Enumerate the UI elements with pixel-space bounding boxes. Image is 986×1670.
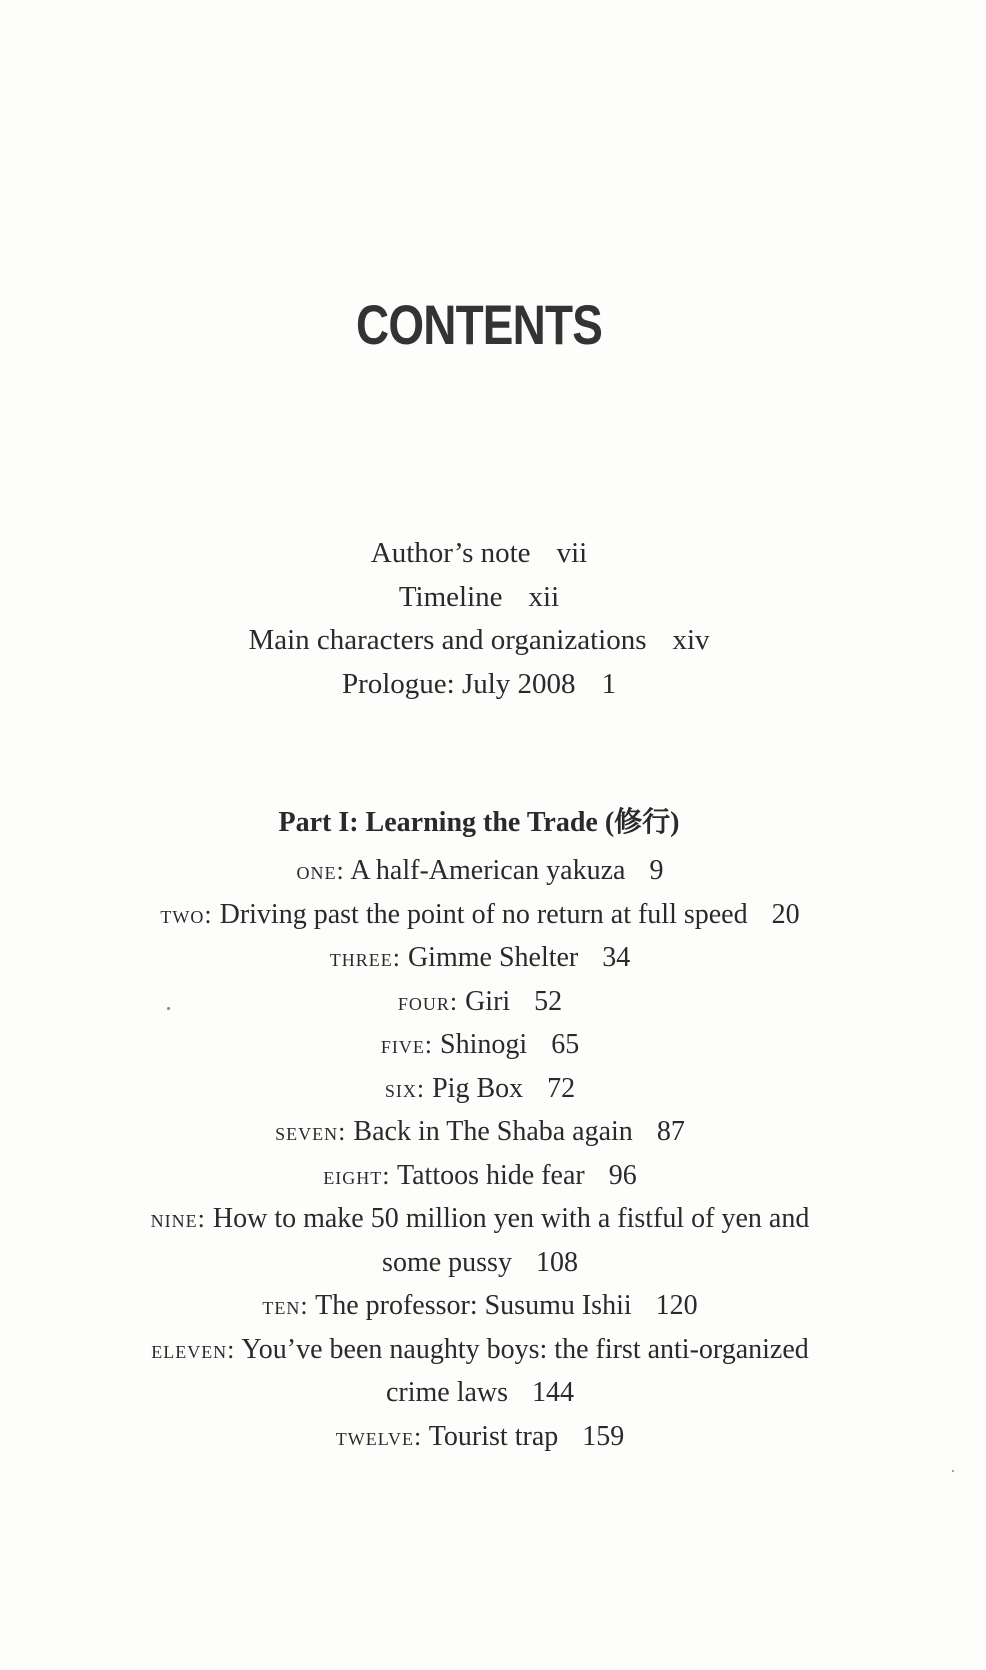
chapter-item[interactable]: [100, 1415, 860, 1459]
front-matter-item[interactable]: [0, 532, 958, 576]
chapter-item[interactable]: [100, 1023, 860, 1067]
chapter-item[interactable]: [100, 1067, 860, 1111]
front-matter-item[interactable]: [0, 619, 958, 663]
chapter-number: eleven:: [151, 1334, 236, 1364]
chapter-title: Back in The Shaba again: [353, 1116, 633, 1147]
chapter-title: Shinogi: [440, 1029, 528, 1060]
chapter-page: 159: [582, 1420, 625, 1452]
front-matter-page: 1: [601, 667, 617, 700]
front-matter-item[interactable]: [0, 663, 958, 707]
chapter-number: one:: [296, 856, 345, 885]
front-matter-page: vii: [556, 537, 588, 569]
chapter-number: twelve:: [335, 1421, 423, 1451]
chapter-item[interactable]: [100, 1284, 860, 1328]
chapter-number: eight:: [323, 1160, 391, 1190]
chapter-title: Pig Box: [432, 1072, 524, 1104]
chapter-number: two:: [160, 899, 213, 929]
chapter-item-continued[interactable]: [100, 1371, 860, 1415]
chapter-page: 120: [655, 1290, 698, 1321]
chapter-number: three:: [329, 943, 401, 972]
front-matter-page: xiv: [672, 624, 710, 656]
chapter-page: 9: [649, 855, 664, 886]
chapter-number: six:: [384, 1073, 426, 1103]
chapter-number: nine:: [150, 1204, 206, 1233]
chapter-number: seven:: [275, 1117, 347, 1146]
chapter-title: How to make 50 million yen with a fistful of yen and: [212, 1203, 810, 1234]
chapter-title: Tourist trap: [428, 1420, 559, 1452]
chapter-title: Giri: [465, 985, 511, 1017]
chapter-item[interactable]: [100, 849, 860, 893]
chapter-list: [100, 849, 860, 1458]
scan-speck: [952, 1470, 954, 1472]
chapter-page: 52: [534, 985, 563, 1017]
chapter-item[interactable]: [100, 1110, 860, 1154]
chapter-number: ten:: [262, 1291, 309, 1320]
scan-speck: [167, 1007, 170, 1010]
chapter-number: four:: [397, 986, 459, 1016]
chapter-title-continued: some pussy: [382, 1246, 512, 1278]
chapter-page: 65: [551, 1029, 580, 1060]
chapter-title: A half-American yakuza: [350, 855, 626, 886]
front-matter-list: [0, 532, 958, 706]
chapter-item-continued[interactable]: [100, 1241, 860, 1285]
front-matter-label: Author’s note: [370, 537, 531, 569]
front-matter-label: Main characters and organizations: [248, 624, 647, 656]
chapter-page: 96: [608, 1159, 637, 1191]
chapter-item[interactable]: [100, 1328, 860, 1372]
chapter-page: 144: [532, 1377, 575, 1408]
chapter-title: You’ve been naughty boys: the first anti-organized: [241, 1333, 809, 1365]
chapter-item[interactable]: [100, 980, 860, 1024]
chapter-page: 108: [535, 1246, 578, 1278]
chapter-item[interactable]: [100, 893, 860, 937]
front-matter-page: xii: [528, 580, 560, 613]
front-matter-label: Timeline: [398, 580, 503, 613]
front-matter-label: Prologue: July 2008: [341, 667, 576, 700]
chapter-page: 72: [547, 1072, 576, 1104]
chapter-page: 20: [771, 898, 800, 930]
chapter-item[interactable]: [100, 1154, 860, 1198]
chapter-number: five:: [380, 1030, 434, 1059]
chapter-page: 34: [602, 942, 631, 973]
part-heading: Part I: Learning the Trade (修行): [278, 807, 680, 838]
chapter-item[interactable]: [100, 1197, 860, 1241]
front-matter-item[interactable]: [0, 576, 958, 620]
chapter-title: Tattoos hide fear: [396, 1159, 585, 1191]
chapter-title-continued: crime laws: [385, 1377, 509, 1408]
chapter-page: 87: [656, 1116, 685, 1147]
page-title: CONTENTS: [356, 293, 602, 356]
chapter-title: Gimme Shelter: [407, 942, 579, 973]
chapter-item[interactable]: [100, 936, 860, 980]
chapter-title: Driving past the point of no return at full speed: [219, 898, 748, 930]
chapter-title: The professor: Susumu Ishii: [315, 1290, 632, 1321]
